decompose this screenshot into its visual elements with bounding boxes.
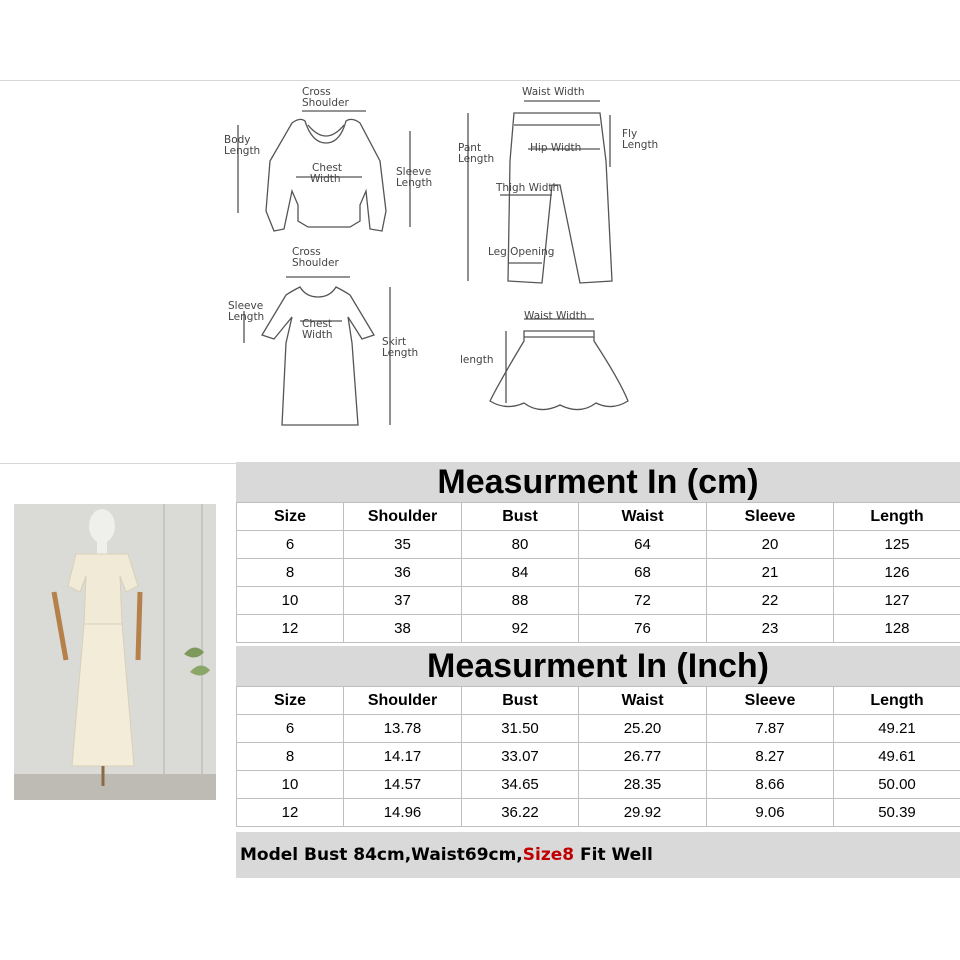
inch-size-table: [236, 686, 960, 827]
table-cell: 20: [707, 531, 834, 559]
pants-leg-opening-label: Leg Opening: [488, 246, 555, 258]
cm-header-length: Length: [834, 503, 960, 531]
cm-header-row: [237, 503, 960, 531]
table-cell: 126: [834, 559, 960, 587]
table-cell: 9.06: [707, 799, 834, 827]
table-cell: 14.57: [344, 771, 462, 799]
skirt-outline: [490, 331, 628, 410]
inch-table-title: Measurment In (Inch): [236, 646, 960, 686]
dress-sleeve-label-1: Sleeve: [228, 300, 264, 312]
table-cell: 21: [707, 559, 834, 587]
top-body-label-1: Body: [224, 134, 251, 146]
table-cell: 50.39: [834, 799, 960, 827]
top-cross-label-1: Cross: [302, 86, 331, 98]
pants-waist-label: Waist Width: [522, 86, 585, 98]
model-fit-text: Model Bust 84cm,Waist69cm,: [240, 845, 523, 865]
table-cell: 7.87: [707, 715, 834, 743]
table-cell: 127: [834, 587, 960, 615]
table-row: [237, 615, 960, 643]
skirt-waist-label: Waist Width: [524, 310, 587, 322]
pants-thigh-label: Thigh Width: [496, 182, 560, 194]
table-cell: 6: [237, 531, 344, 559]
table-cell: 31.50: [462, 715, 579, 743]
table-cell: 35: [344, 531, 462, 559]
inch-header-waist: Waist: [579, 687, 707, 715]
table-cell: 10: [237, 587, 344, 615]
inch-header-length: Length: [834, 687, 960, 715]
size-chart: [236, 462, 960, 878]
dress-sleeve-label-2: Length: [228, 311, 265, 323]
table-row: [237, 715, 960, 743]
model-fit-suffix: Fit Well: [574, 845, 653, 865]
table-cell: 8.27: [707, 743, 834, 771]
table-cell: 38: [344, 615, 462, 643]
table-row: [237, 771, 960, 799]
table-cell: 76: [579, 615, 707, 643]
top-chest-label-1: Chest: [312, 162, 343, 174]
cm-table-title: Measurment In (cm): [236, 462, 960, 502]
dress-cross-label-1: Cross: [292, 246, 321, 258]
inch-header-size: Size: [237, 687, 344, 715]
dress-outline: [262, 287, 374, 425]
top-sleeve-label-2: Length: [396, 177, 433, 189]
table-cell: 36.22: [462, 799, 579, 827]
table-cell: 29.92: [579, 799, 707, 827]
table-cell: 37: [344, 587, 462, 615]
table-cell: 25.20: [579, 715, 707, 743]
table-cell: 6: [237, 715, 344, 743]
table-cell: 64: [579, 531, 707, 559]
table-cell: 50.00: [834, 771, 960, 799]
model-photo: [14, 504, 216, 800]
table-row: [237, 531, 960, 559]
dress-chest-label-2: Width: [302, 329, 333, 341]
top-body-label-2: Length: [224, 145, 261, 157]
table-cell: 33.07: [462, 743, 579, 771]
table-cell: 13.78: [344, 715, 462, 743]
table-cell: 92: [462, 615, 579, 643]
inch-header-sleeve: Sleeve: [707, 687, 834, 715]
table-cell: 125: [834, 531, 960, 559]
cm-header-bust: Bust: [462, 503, 579, 531]
table-row: [237, 559, 960, 587]
inch-header-shoulder: Shoulder: [344, 687, 462, 715]
table-cell: 12: [237, 799, 344, 827]
table-cell: 8.66: [707, 771, 834, 799]
cm-header-waist: Waist: [579, 503, 707, 531]
cm-size-table: [236, 502, 960, 643]
table-cell: 84: [462, 559, 579, 587]
model-size-highlight: Size8: [522, 845, 575, 865]
table-cell: 49.61: [834, 743, 960, 771]
cm-header-sleeve: Sleeve: [707, 503, 834, 531]
skirt-length-label: length: [460, 354, 494, 366]
model-fit-note: [236, 832, 960, 878]
table-cell: 80: [462, 531, 579, 559]
pants-length-label-1: Pant: [458, 142, 482, 154]
table-cell: 23: [707, 615, 834, 643]
dress-skirt-label-2: Length: [382, 347, 419, 359]
table-cell: 36: [344, 559, 462, 587]
garment-sketches: [0, 81, 960, 463]
top-sleeve-label-1: Sleeve: [396, 166, 432, 178]
table-cell: 34.65: [462, 771, 579, 799]
table-cell: 88: [462, 587, 579, 615]
table-row: [237, 587, 960, 615]
dress-chest-label-1: Chest: [302, 318, 333, 330]
inch-header-bust: Bust: [462, 687, 579, 715]
pants-hip-label: Hip Width: [530, 142, 582, 154]
cm-header-size: Size: [237, 503, 344, 531]
table-cell: 14.96: [344, 799, 462, 827]
table-cell: 28.35: [579, 771, 707, 799]
table-cell: 14.17: [344, 743, 462, 771]
inch-header-row: [237, 687, 960, 715]
table-cell: 128: [834, 615, 960, 643]
pants-length-label-2: Length: [458, 153, 495, 165]
size-diagram-panel: [0, 80, 960, 464]
table-cell: 8: [237, 743, 344, 771]
pants-fly-label-2: Length: [622, 139, 659, 151]
table-row: [237, 799, 960, 827]
pants-fly-label-1: Fly: [622, 128, 638, 140]
top-shoulder-label-2: Shoulder: [302, 97, 349, 109]
table-cell: 12: [237, 615, 344, 643]
table-cell: 72: [579, 587, 707, 615]
table-cell: 49.21: [834, 715, 960, 743]
dress-skirt-label-1: Skirt: [382, 336, 407, 348]
top-chest-label-2: Width: [310, 173, 341, 185]
table-row: [237, 743, 960, 771]
table-cell: 68: [579, 559, 707, 587]
cm-header-shoulder: Shoulder: [344, 503, 462, 531]
table-cell: 26.77: [579, 743, 707, 771]
table-cell: 22: [707, 587, 834, 615]
dress-shoulder-label-2: Shoulder: [292, 257, 339, 269]
table-cell: 8: [237, 559, 344, 587]
table-cell: 10: [237, 771, 344, 799]
